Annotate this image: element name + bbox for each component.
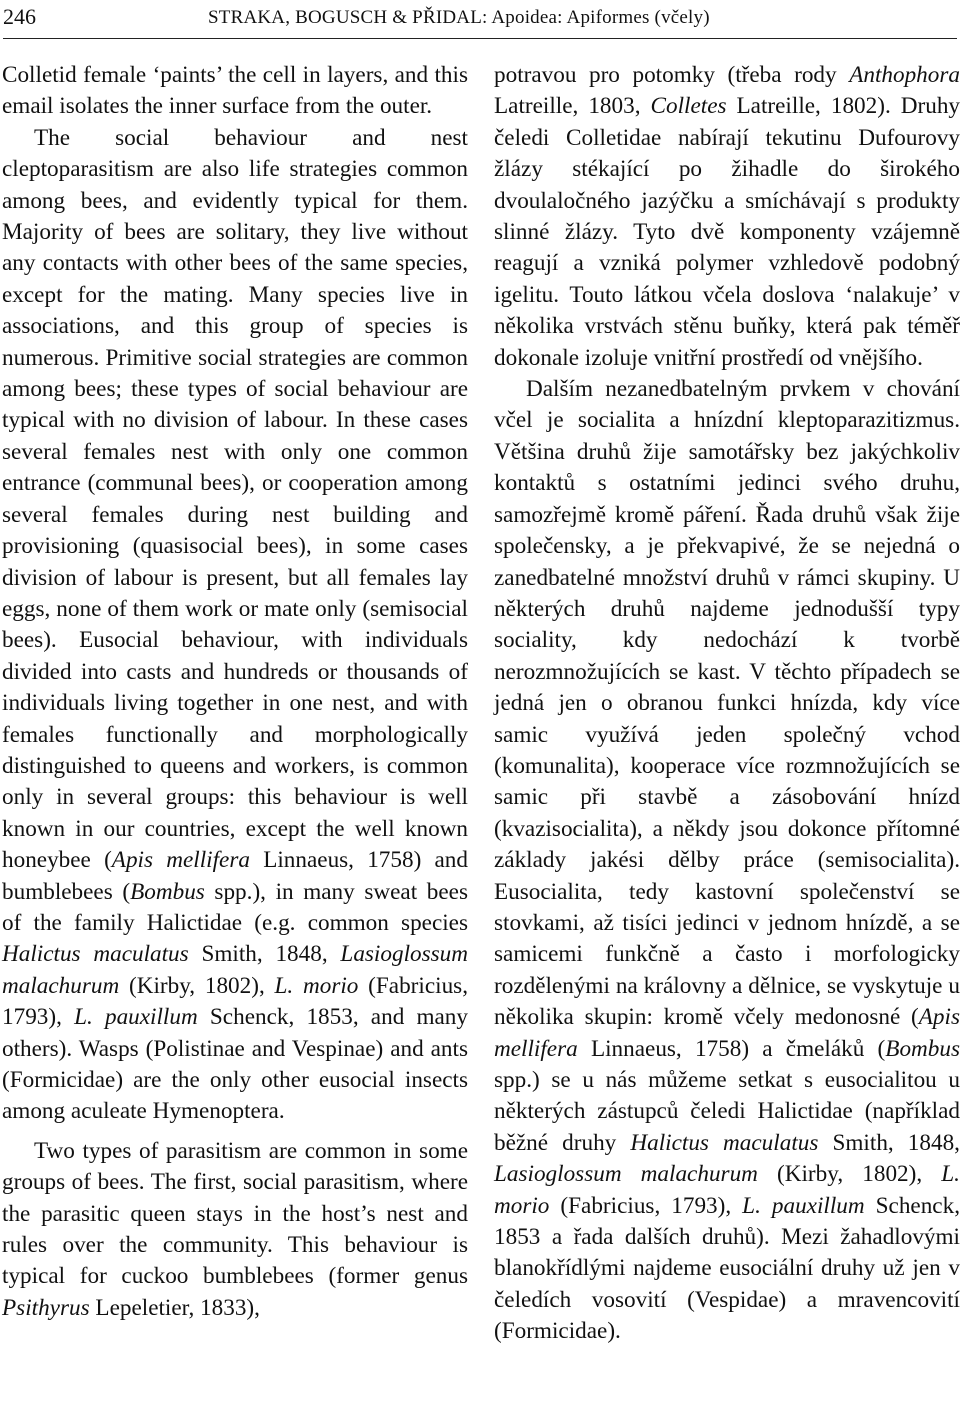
left-paragraph-3	[2, 1136, 468, 1324]
text-run: Smith, 1848,	[188, 941, 341, 968]
text-run: spp.), in many sweat bees of the family Halictidae (e.g. common species	[2, 878, 468, 936]
text-run: Dalším nezanedbatelným prvkem v chování včel je socialita a hnízdní kleptoparazitizmus. Většina druhů žije samotářsky bez jakýchkoliv kontaktů s ostatními jedinci svého druhu, samozřejmě kromě páření. Řada druhů však žije společensky, a je překvapivé, že se nejedná o zanedbatelné množství druhů v rámci skupiny. U některých druhů najdeme jednodušší typy sociality, kdy nedochází k tvorbě nerozmnožujících se kast. V těchto případech se jedná jen o obranou funkci hnízda, kdy více samic využívá jeden společný vchod (komunalita), kooperace více rozmnožujících se samic při stavbě a zásobování hnízd (kvazisocialita), a někdy jsou dokonce přítomné základy jakési dělby práce (semisocialita). Eusocialita, tedy kastovní společenství se stovkami, až tisíci jedinci v jednom hnízdě, a se samicemi funkčně a často i morfologicky rozdělenými na královny a dělnice, se vyskytuje u několika skupin: kromě včely medonosné (	[494, 376, 960, 1031]
text-run: spp.) se u nás můžeme setkat s eusocialitou u některých zástupců čeledi Halictidae (například běžné druhy	[494, 1067, 960, 1156]
text-run: potravou pro potomky (třeba rody	[494, 62, 850, 88]
genus-name: Colletes	[650, 93, 727, 120]
text-run: Latreille, 1802). Druhy čeledi Colletidae nabírají tekutinu Dufourovy žlázy stékající po žihadle do širokého dvoulaločného jazýčku a smíchávají s produkty slinné žlázy. Tyto dvě komponenty vzájemně reagují a vzniká polymer vzhledově podobný igelitu. Touto látkou včela doslova ‘nalakuje’ v několika vrstvách stěnu buňky, která pak téměř dokonale izoluje vnitřní prostředí od vnějšího.	[494, 93, 960, 371]
species-name: Lasioglossum malachurum	[494, 1161, 758, 1188]
species-name: Apis mellifera	[494, 1004, 960, 1062]
text-run: The social behaviour and nest cleptoparasitism are also life strategies common among bees, and evidently typical for them. Majority of bees are solitary, they live without any contacts with other bees of the same species, except for the mating. Many species live in associations, and this group of species is numerous. Primitive social strategies are common among bees; these types of social behaviour are typical with no division of labour. In these cases several females nest with only one common entrance (communal bees), or cooperation among several females during nest building and provisioning (quasisocial bees), in some cases division of labour is present, but all females lay eggs, none of them work or mate only (semisocial bees). Eusocial behaviour, with individuals divided into casts and hundreds or thousands of individuals living together in one nest, and with females functionally and morphologically distinguished to queens and workers, is common only in several groups: this behaviour is well known in our countries, except the well known honeybee (	[2, 124, 468, 874]
text-run: Schenck, 1853 a řada dalších druhů). Mezi žahadlovými blanokřídlými najdeme eusociální druhy už jen v čeledích vosovití (Vespidae) a mravencovití (Formicidae).	[494, 1192, 960, 1345]
species-name: Halictus maculatus	[630, 1129, 819, 1156]
header-rule	[3, 38, 957, 39]
text-run: (Fabricius, 1793),	[549, 1192, 743, 1219]
right-paragraph-1	[494, 60, 960, 374]
text-run: Smith, 1848,	[818, 1129, 960, 1156]
genus-name: Bombus	[885, 1035, 960, 1062]
text-run: Latreille, 1803,	[494, 93, 651, 120]
page-header	[3, 4, 953, 38]
text-run: Two types of parasitism are common in some groups of bees. The first, social parasitism, where the parasitic queen stays in the host’s nest and rules over the community. This behaviour is typical for cuckoo bumblebees (former genus	[2, 1137, 468, 1290]
species-name: Apis mellifera	[111, 847, 250, 874]
text-run: Linnaeus, 1758) a čmeláků (	[577, 1035, 886, 1062]
text-run: (Fabricius, 1793),	[2, 972, 468, 1031]
right-column	[494, 60, 960, 1348]
genus-name: Bombus	[130, 878, 205, 905]
species-name: L. pauxillum	[742, 1192, 865, 1219]
page-number: 246	[3, 4, 36, 29]
left-paragraph-2	[2, 123, 468, 1128]
left-column	[2, 60, 468, 1324]
genus-name: Anthophora	[849, 62, 960, 88]
species-name: L. morio	[494, 1161, 960, 1219]
species-name: L. pauxillum	[74, 1004, 198, 1031]
text-run: (Kirby, 1802),	[119, 972, 275, 999]
species-name: Halictus maculatus	[2, 941, 189, 968]
text-run: Schenck, 1853, and many others). Wasps (Polistinae and Vespinae) and ants (Formicidae) are the only other eusocial insects among aculeate Hymenoptera.	[2, 1004, 468, 1125]
right-paragraph-2	[494, 374, 960, 1348]
running-head: STRAKA, BOGUSCH & PŘIDAL: Apoidea: Apiformes (včely)	[208, 7, 710, 28]
text-run: Lepeletier, 1833),	[89, 1294, 260, 1321]
text-run: Linnaeus, 1758) and bumblebees (	[2, 847, 468, 905]
left-paragraph-1: Colletid female ‘paints’ the cell in layers, and this email isolates the inner surface from the outer.	[2, 62, 468, 120]
species-name: Lasioglossum malachurum	[2, 941, 468, 999]
genus-name: Psithyrus	[2, 1294, 90, 1321]
text-run: (Kirby, 1802),	[757, 1161, 942, 1188]
species-name: L. morio	[274, 972, 359, 999]
